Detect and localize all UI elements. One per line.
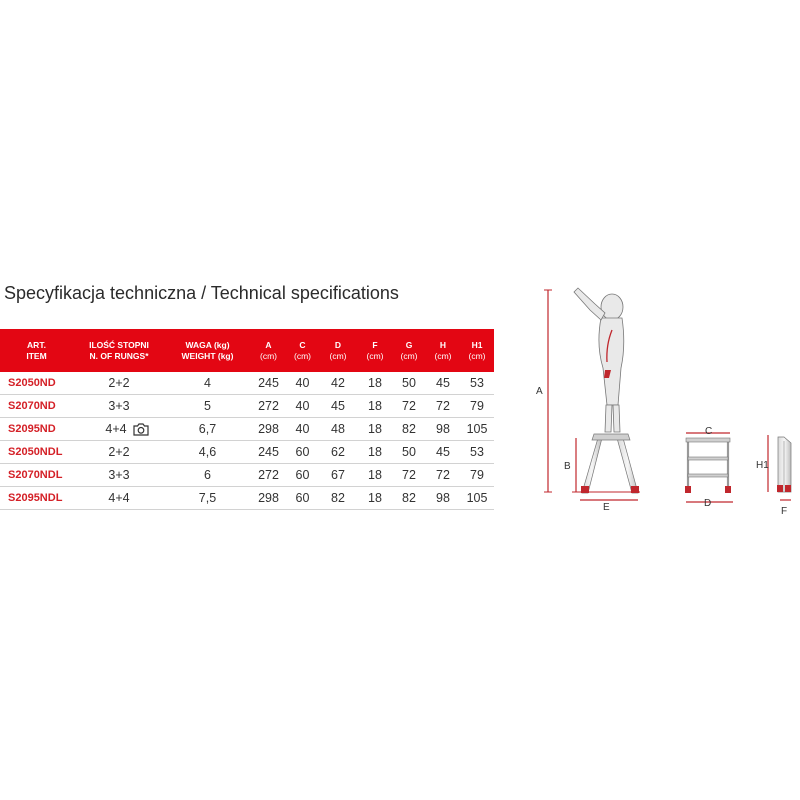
cell-value: 272 — [258, 399, 279, 413]
cell-value: 82 — [402, 491, 416, 505]
cell-value: 18 — [368, 399, 382, 413]
person-figure — [574, 288, 624, 432]
column-header-subtitle: ITEM — [26, 350, 47, 361]
cell-value: 2+2 — [108, 376, 130, 390]
cell-value: 245 — [258, 376, 279, 390]
cell-value: S2095NDL — [8, 492, 63, 504]
label-c: C — [705, 426, 713, 437]
column-header-title: C — [299, 339, 306, 350]
cell-value: 53 — [470, 376, 484, 390]
cell-value: 40 — [295, 376, 310, 390]
column-header-subtitle: (cm) — [434, 350, 452, 361]
cell-value: 298 — [258, 422, 279, 436]
cell-value: 98 — [436, 491, 450, 505]
column-header-subtitle: WEIGHT (kg) — [181, 350, 234, 361]
cell-value: 79 — [470, 399, 484, 413]
column-header-subtitle: (cm) — [400, 350, 418, 361]
cell-value: 5 — [204, 399, 211, 413]
cell-value: 18 — [368, 376, 382, 390]
column-header-title: ART. — [27, 339, 46, 350]
label-f: F — [781, 506, 788, 517]
cell-value: 245 — [258, 445, 279, 459]
column-header-subtitle: (cm) — [260, 350, 277, 361]
cell-value: 45 — [436, 445, 450, 459]
cell-value: 4+4 — [105, 422, 127, 436]
column-header-title: H — [439, 339, 447, 350]
cell-value: 4,6 — [198, 445, 217, 459]
cell-value: 50 — [402, 376, 416, 390]
column-header-subtitle: (cm) — [329, 350, 347, 361]
cell-value: 67 — [331, 468, 345, 482]
cell-value: 72 — [402, 468, 416, 482]
label-b: B — [564, 461, 571, 472]
column-header-title: D — [334, 339, 342, 350]
cell-value: 62 — [331, 445, 345, 459]
column-header-title: ILOŚĆ STOPNI — [89, 339, 149, 350]
cell-value: 42 — [331, 376, 345, 390]
cell-value: S2070NDL — [8, 469, 63, 481]
page-title: Specyfikacja techniczna / Technical specifications — [4, 283, 399, 303]
label-h1: H1 — [756, 460, 769, 471]
cell-value: 45 — [436, 376, 450, 390]
cell-value: 18 — [368, 422, 382, 436]
cell-value: 48 — [331, 422, 345, 436]
cell-value: 40 — [295, 399, 310, 413]
cell-value: 45 — [331, 399, 345, 413]
cell-value: 6 — [204, 468, 211, 482]
cell-value: 4+4 — [108, 491, 130, 505]
cell-value: 18 — [368, 445, 382, 459]
cell-value: S2050NDL — [8, 446, 63, 458]
ladder-side-view — [685, 433, 733, 502]
cell-value: 72 — [402, 399, 416, 413]
column-header-title: F — [372, 339, 378, 350]
cell-value: 53 — [470, 445, 484, 459]
cell-value: 98 — [436, 422, 450, 436]
column-header-subtitle: N. OF RUNGS* — [89, 350, 149, 361]
column-header-title: G — [405, 339, 413, 350]
cell-value: S2050ND — [8, 377, 56, 389]
cell-value: 105 — [466, 491, 488, 505]
cell-value: 3+3 — [108, 468, 130, 482]
column-header-title: WAGA (kg) — [185, 339, 230, 350]
cell-value: 60 — [295, 468, 310, 482]
cell-value: 82 — [402, 422, 416, 436]
cell-value: 2+2 — [108, 445, 130, 459]
cell-value: 18 — [368, 468, 382, 482]
column-header-subtitle: (cm) — [366, 350, 384, 361]
cell-value: 18 — [368, 491, 382, 505]
ladder-front-view — [544, 288, 640, 500]
label-d: D — [704, 498, 712, 509]
cell-value: 3+3 — [108, 399, 130, 413]
cell-value: 72 — [436, 399, 450, 413]
cell-value: 4 — [204, 376, 211, 390]
cell-value: 82 — [331, 491, 345, 505]
cell-value: 6,7 — [198, 422, 217, 436]
column-header-title: A — [265, 339, 272, 350]
cell-value: 79 — [470, 468, 484, 482]
label-e: E — [603, 502, 610, 513]
column-header-title: H1 — [471, 339, 483, 350]
cell-value: 7,5 — [198, 491, 217, 505]
ladder-folded-view — [768, 435, 791, 500]
cell-value: S2095ND — [8, 423, 56, 435]
cell-value: 40 — [295, 422, 310, 436]
cell-value: 105 — [466, 422, 488, 436]
cell-value: 60 — [295, 491, 310, 505]
column-header-subtitle: (cm) — [468, 350, 486, 361]
cell-value: 50 — [402, 445, 416, 459]
cell-value: 272 — [258, 468, 279, 482]
cell-value: 298 — [258, 491, 279, 505]
cell-value: 72 — [436, 468, 450, 482]
column-header-subtitle: (cm) — [294, 350, 311, 361]
label-a: A — [536, 386, 543, 397]
cell-value: 60 — [295, 445, 310, 459]
cell-value: S2070ND — [8, 400, 56, 412]
